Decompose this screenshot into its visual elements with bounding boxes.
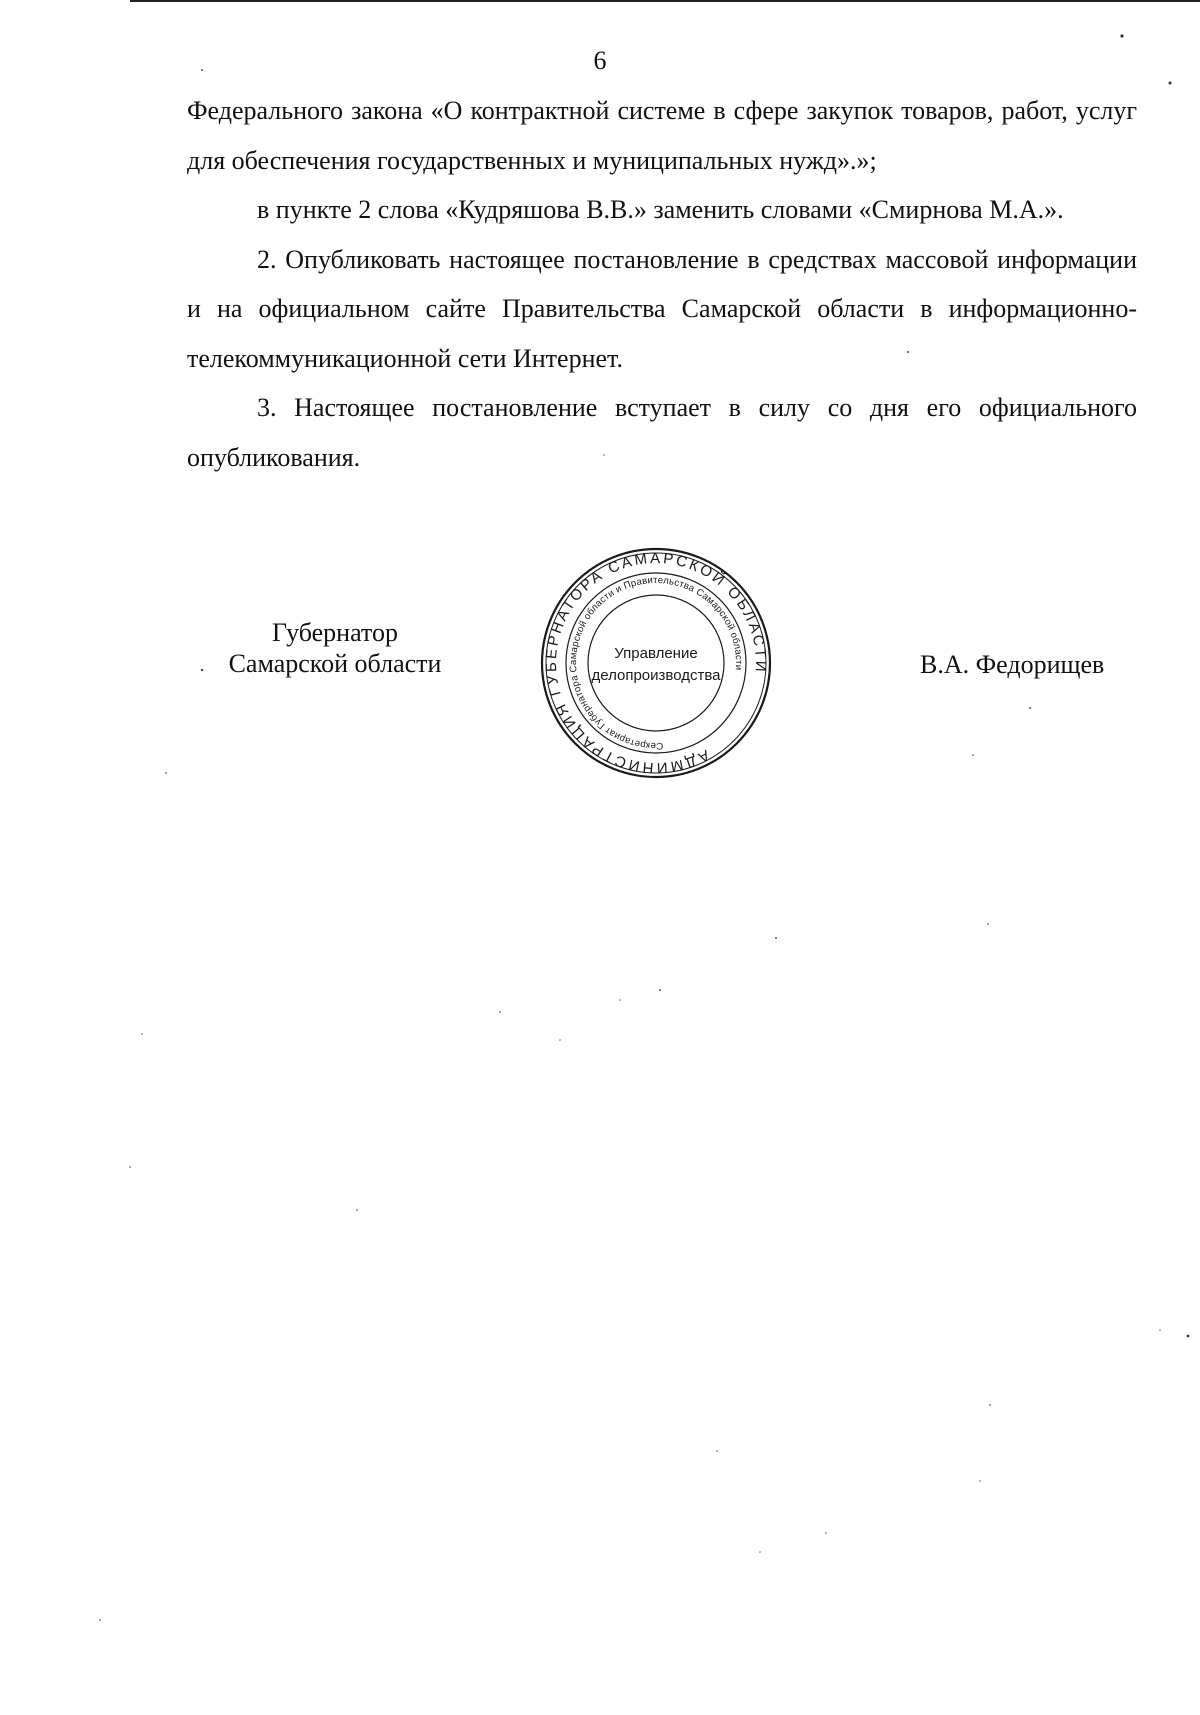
seal-outer-text: АДМИНИСТРАЦИЯ ГУБЕРНАТОРА САМАРСКОЙ ОБЛАСТИ [542,549,770,777]
signatory-position-line2: Самарской области [228,649,442,678]
signatory-position [190,617,480,679]
official-seal-stamp [538,545,774,781]
seal-middle-ring [566,573,746,753]
page-number: 6 [593,46,607,75]
seal-graphic [538,545,774,781]
paragraph-name-replacement: в пункте 2 слова «Кудряшова В.В.» заменить словами «Смирнова М.А.». [257,195,1064,224]
seal-center-line2: делопроизводства [591,667,721,684]
paragraph-effective-date: 3. Настоящее постановление вступает в силу со дня его официального опубликования. [187,393,1137,472]
paragraph-publication: 2. Опубликовать настоящее постановление в средствах массовой информации и на официальном сайте Правительства Самарской области в информационно-телекоммуникационной сети Интернет. [187,244,1137,373]
seal-inner-ring [588,595,724,731]
top-border-line [130,0,1200,2]
paragraph-law-reference: Федерального закона «О контрактной системе в сфере закупок товаров, работ, услуг для обеспечения государственных и муниципальных нужд».»; [187,96,1137,175]
seal-inner-text: Секретариат Губернатора Самарской области и Правительства Самарской области [567,574,745,752]
signatory-name: В.А. Федорищев [920,650,1105,679]
document-body [187,86,1137,482]
signatory-position-line1: Губернатор [272,618,398,647]
seal-center-line1: Управление [614,645,698,662]
